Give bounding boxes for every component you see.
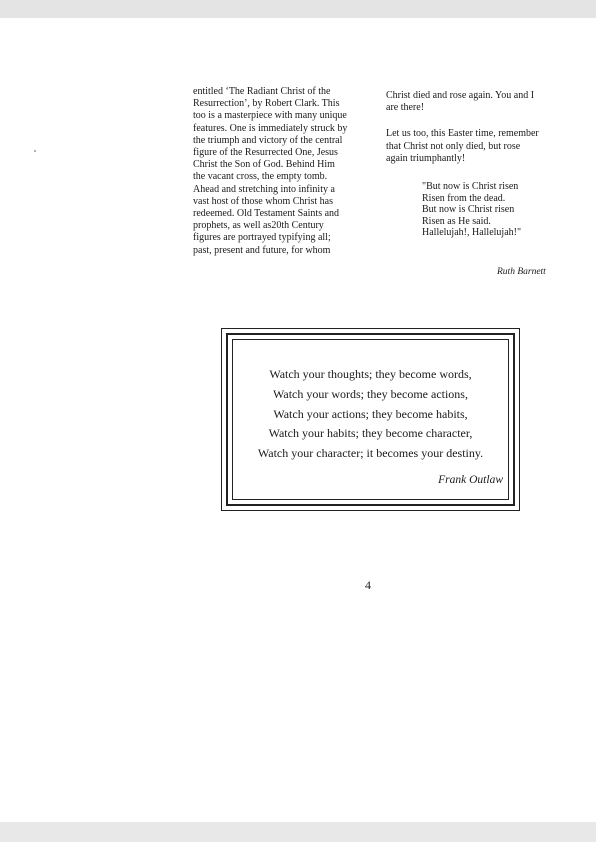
- text-line: vast host of those whom Christ has: [193, 195, 333, 207]
- text-line: features. One is immediately struck by: [193, 122, 348, 134]
- poem-line: Watch your habits; they become character,: [268, 426, 473, 441]
- text-line: Christ the Son of God. Behind Him: [193, 159, 335, 171]
- poem-line: Watch your actions; they become habits,: [273, 406, 468, 421]
- hymn-line: But now is Christ risen: [422, 204, 515, 216]
- text-line: redeemed. Old Testament Saints and: [193, 208, 340, 220]
- hymn-quote: [422, 181, 521, 239]
- text-line: figure of the Resurrected One, Jesus: [193, 147, 338, 159]
- paragraph: [386, 128, 566, 165]
- text-line: Christ died and rose again. You and I: [386, 90, 535, 101]
- hymn-line: "But now is Christ risen: [422, 181, 519, 192]
- poem-author: Frank Outlaw: [438, 474, 503, 486]
- text-line: figures are portrayed typifying all;: [193, 232, 331, 244]
- scan-speck: [34, 150, 36, 152]
- poem-text: [222, 365, 519, 464]
- text-line: prophets, as well as20th Century: [193, 220, 324, 232]
- scan-edge-bottom: [0, 822, 596, 842]
- paragraph: [386, 90, 566, 114]
- poem-line: Watch your thoughts; they become words,: [269, 367, 472, 381]
- right-column-text: [386, 90, 566, 165]
- left-column-text: [193, 86, 368, 257]
- text-line: past, present and future, for whom: [193, 244, 331, 256]
- text-line: that Christ not only died, but rose: [386, 140, 521, 152]
- scan-edge-top: [0, 0, 596, 18]
- hymn-line: Risen from the dead.: [422, 192, 506, 204]
- author-signature: Ruth Barnett: [497, 267, 546, 277]
- text-line: the triumph and victory of the central: [193, 134, 343, 146]
- hymn-line: Hallelujah!, Hallelujah!": [422, 227, 522, 239]
- hymn-line: Risen as He said.: [422, 215, 491, 227]
- text-line: entitled ‘The Radiant Christ of the: [193, 86, 331, 97]
- text-line: are there!: [386, 102, 425, 114]
- text-line: too is a masterpiece with many unique: [193, 110, 347, 122]
- poem-frame: [221, 328, 520, 511]
- poem-line: Watch your character; it becomes your destiny.: [257, 446, 484, 461]
- text-line: again triumphantly!: [386, 152, 466, 164]
- text-line: the vacant cross, the empty tomb.: [193, 171, 328, 183]
- text-line: Resurrection’, by Robert Clark. This: [193, 98, 340, 110]
- text-line: Let us too, this Easter time, remember: [386, 128, 539, 140]
- poem-line: Watch your words; they become actions,: [273, 386, 468, 401]
- page-number: 4: [365, 578, 371, 592]
- text-line: Ahead and stretching into infinity a: [193, 183, 335, 195]
